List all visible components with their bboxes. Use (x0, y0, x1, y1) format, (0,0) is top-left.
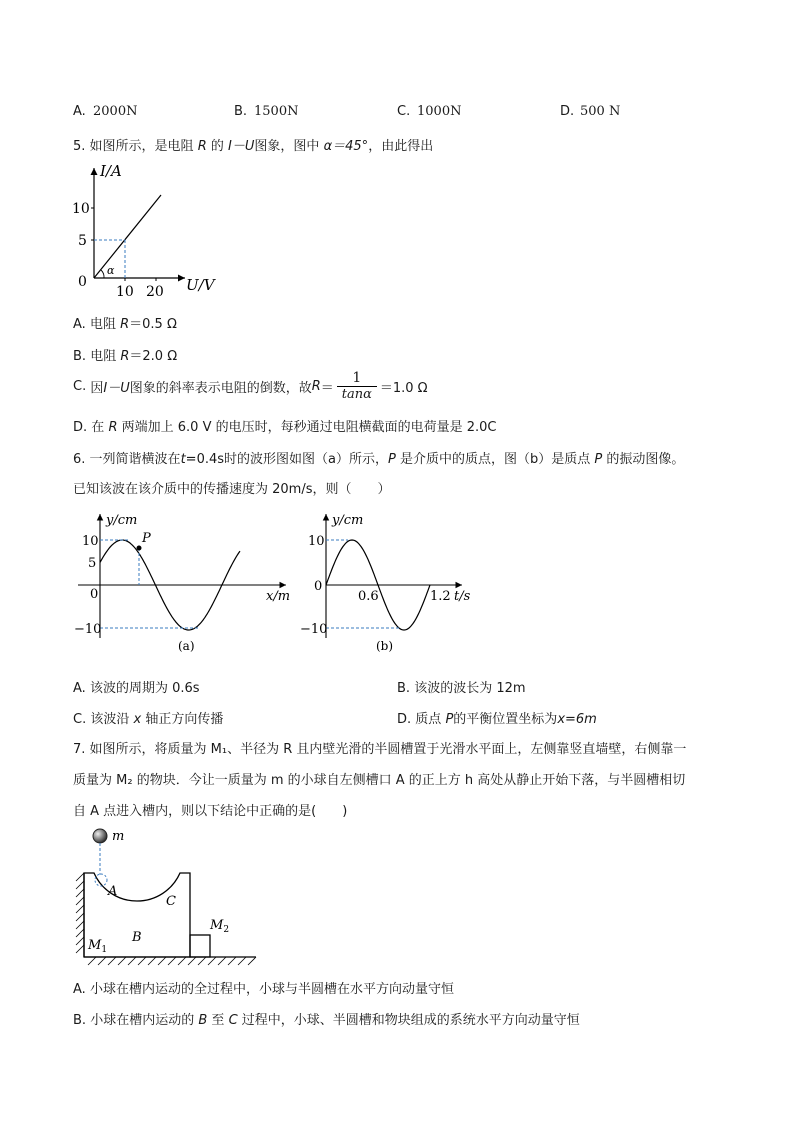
q7-block-m2 (190, 935, 210, 957)
q7-label-m2: $M_2$ (210, 918, 230, 935)
q6a-y-tick-10: 10 (82, 534, 99, 549)
q4-option-a-text: 2000N (93, 104, 138, 119)
q6-stem-line2: 已知该波在该介质中的传播速度为 20m/s，则（ ） (73, 482, 391, 497)
q5-stem-text: 的 (210, 139, 224, 154)
q7-label-m: m (112, 829, 125, 844)
option-text: 小球在槽内运动的 (90, 1013, 195, 1028)
q6-option-a[interactable] (73, 677, 200, 696)
option-text: 两端加上 6.0 V 的电压时，每秒通过电阻横截面的电荷量是 2.0C (121, 420, 497, 435)
q6b-y-tick-neg10: −10 (300, 622, 328, 637)
option-letter: B. (73, 1013, 87, 1028)
option-r: R (108, 420, 118, 435)
q6a-x-axis-label: x/m (266, 589, 291, 604)
q5-angle-arc (101, 270, 104, 278)
q4-option-b-letter: B. (234, 104, 248, 119)
q6-option-d[interactable] (397, 708, 597, 727)
option-text: ＝1.0 Ω (379, 380, 428, 396)
q5-x-tick-10: 10 (116, 284, 134, 300)
q6-stem-p: P (387, 452, 396, 467)
q5-option-d[interactable] (73, 416, 497, 435)
q7-stem-line2: 质量为 M₂ 的物块．今让一质量为 m 的小球自左侧槽口 A 的正上方 h 高处从静止开始下落，与半圆槽相切 (73, 773, 686, 788)
option-text: 电阻 (90, 349, 117, 364)
q6b-x-tick-0.6: 0.6 (358, 589, 379, 604)
q6a-y-tick-5: 5 (88, 556, 97, 571)
option-text: 过程中，小球、半圆槽和物块组成的系统水平方向动量守恒 (241, 1013, 580, 1028)
q7-stem-line3: 自 A 点进入槽内，则以下结论中正确的是( ) (73, 804, 348, 819)
q5-option-c[interactable] (73, 368, 428, 404)
q7-number: 7. (73, 742, 86, 757)
option-text: 小球在槽内运动的全过程中，小球与半圆槽在水平方向动量守恒 (89, 982, 454, 997)
q5-x-tick-20: 20 (146, 284, 164, 300)
q7-label-a: A (108, 884, 118, 899)
option-r: R (120, 317, 130, 332)
q6-stem-text: 是介质中的质点，图（b）是质点 (399, 452, 591, 467)
fraction (337, 370, 377, 403)
q6a-y-tick-0: 0 (90, 587, 99, 602)
option-text: ＝ (320, 380, 334, 396)
q5-option-b[interactable] (73, 345, 177, 364)
q7-label-m1: $M_1$ (88, 938, 108, 955)
q7-figure (70, 825, 270, 970)
q6a-point-label: P (142, 531, 151, 546)
q5-y-tick-10: 10 (72, 201, 90, 217)
option-text: 图象的斜率表示电阻的倒数，故 (129, 380, 312, 396)
option-text: 该波的波长为 12m (414, 681, 526, 696)
q6a-y-tick-neg10: −10 (74, 622, 102, 637)
q5-angle-label: α (107, 264, 115, 277)
q6-graph-a (70, 508, 300, 658)
q7-wall-hatch (76, 873, 84, 953)
q6-option-b[interactable] (397, 677, 526, 696)
q5-option-a[interactable] (73, 313, 177, 332)
option-letter: C. (73, 378, 87, 394)
option-letter: B. (397, 681, 411, 696)
q6-stem-t: t (180, 452, 186, 467)
q6b-y-tick-10: 10 (308, 534, 325, 549)
option-b: B (198, 1013, 208, 1028)
q5-stem-text: 图象，图中 (254, 139, 320, 154)
q4-option-b-text: 1500N (254, 104, 299, 119)
q6-stem-text: =0.4s时的波形图如图（a）所示， (185, 452, 388, 467)
q4-option-d-letter: D. (560, 104, 575, 119)
q6-number: 6. (73, 452, 86, 467)
q5-y-tick-0: 0 (78, 274, 87, 290)
option-text: 该波沿 (90, 712, 130, 727)
q6a-y-axis-label: y/cm (106, 513, 138, 528)
option-text: 该波的周期为 0.6s (89, 681, 200, 696)
q7-stem-line1 (73, 738, 686, 757)
q7-ball-m (93, 829, 107, 843)
option-r: R (120, 349, 130, 364)
q7-option-a[interactable] (73, 978, 454, 997)
option-text: ＝0.5 Ω (129, 317, 177, 332)
option-letter: A. (73, 681, 86, 696)
option-text: 电阻 (89, 317, 116, 332)
q5-x-axis-label: U/V (186, 276, 215, 294)
q6b-y-tick-0: 0 (314, 579, 323, 594)
option-text: 的平衡位置坐标为 (453, 712, 558, 727)
q6a-caption: (a) (178, 639, 195, 653)
option-x: x (133, 712, 142, 727)
q5-number: 5. (73, 139, 86, 154)
option-letter: D. (73, 420, 88, 435)
q6-stem-text: 一列简谐横波在 (89, 452, 181, 467)
option-text: ＝2.0 Ω (129, 349, 178, 364)
q7-stem-text: 如图所示，将质量为 M₁、半径为 R 且内壁光滑的半圆槽置于光滑水平面上，左侧靠竖直墙壁，右侧靠一 (89, 742, 687, 757)
q6-graph-b (296, 508, 476, 658)
option-letter: B. (73, 349, 87, 364)
option-letter: D. (397, 712, 412, 727)
q5-stem (73, 135, 433, 154)
q6b-x-axis-label: t/s (454, 589, 471, 604)
q6-stem-line1 (73, 448, 684, 467)
option-letter: A. (73, 317, 86, 332)
fraction-denominator: tanα (341, 386, 372, 402)
option-text: 因 (90, 380, 104, 396)
q5-y-axis-label: I/A (100, 162, 122, 180)
q5-stem-alpha: α＝45° (323, 139, 369, 154)
q6-option-c[interactable] (73, 708, 223, 727)
q6b-y-axis-label: y/cm (332, 513, 364, 528)
q4-option-a-letter: A. (73, 104, 86, 119)
q6-stem-text: 的振动图像。 (606, 452, 685, 467)
q5-y-tick-5: 5 (78, 233, 87, 249)
q4-option-d-text: 500 N (580, 104, 621, 119)
q4-option-c-letter: C. (397, 104, 411, 119)
q7-label-c: C (166, 894, 176, 909)
q5-iu-graph (70, 160, 240, 300)
option-p: P (445, 712, 454, 727)
q5-data-line (94, 195, 161, 278)
q7-label-b: B (132, 930, 142, 945)
option-text: 在 (91, 420, 105, 435)
q7-option-b[interactable] (73, 1009, 580, 1028)
q4-option-c-text: 1000N (417, 104, 462, 119)
option-iu: I－U (103, 380, 130, 396)
option-text: 至 (211, 1013, 225, 1028)
q5-stem-text: ，由此得出 (368, 139, 434, 154)
option-text: 质点 (415, 712, 442, 727)
q7-ground-hatch (88, 957, 256, 965)
q6b-caption: (b) (376, 639, 394, 653)
q6-stem-p: P (594, 452, 603, 467)
option-text: 轴正方向传播 (145, 712, 224, 727)
option-letter: A. (73, 982, 86, 997)
option-c: C (228, 1013, 238, 1028)
q6b-x-tick-1.2: 1.2 (430, 589, 451, 604)
q5-stem-iu: I－U (228, 139, 255, 154)
option-letter: C. (73, 712, 87, 727)
option-text: x=6m (557, 712, 597, 727)
q6a-point-p (137, 546, 142, 551)
option-r: R (311, 378, 321, 394)
fraction-numerator: 1 (352, 369, 362, 386)
q5-stem-r: R (197, 139, 207, 154)
q5-stem-text: 如图所示，是电阻 (89, 139, 194, 154)
